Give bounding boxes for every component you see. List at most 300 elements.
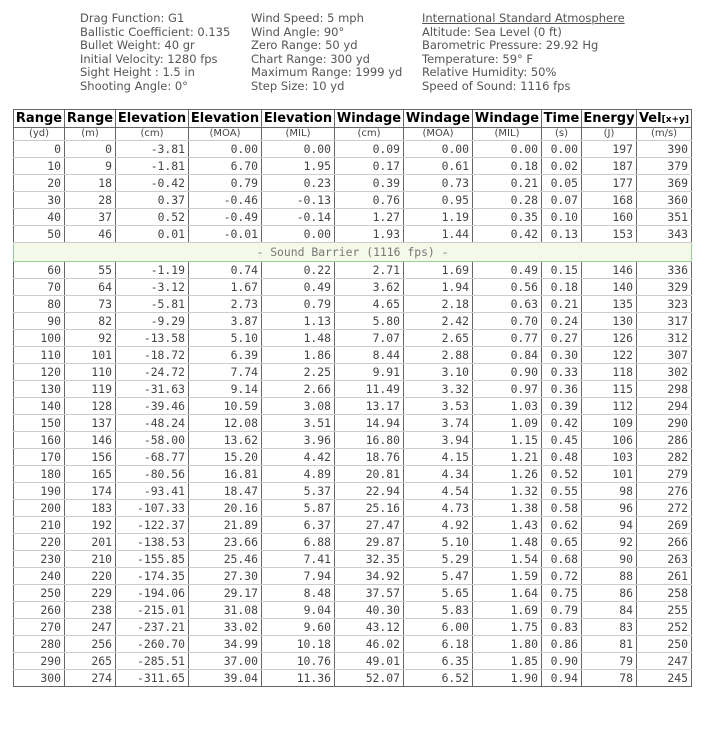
- table-cell: 0.22: [262, 262, 335, 279]
- table-cell: 70: [14, 279, 65, 296]
- table-cell: 18.76: [335, 449, 404, 466]
- table-row: [14, 347, 692, 364]
- table-row: [14, 534, 692, 551]
- table-cell: -0.01: [189, 226, 262, 243]
- table-cell: 78: [582, 670, 637, 687]
- table-cell: 0.13: [542, 226, 582, 243]
- table-cell: 0.15: [542, 262, 582, 279]
- table-cell: 28: [65, 192, 116, 209]
- table-cell: 0.72: [542, 568, 582, 585]
- table-cell: -138.53: [116, 534, 189, 551]
- table-cell: 0.28: [473, 192, 542, 209]
- table-cell: 1.09: [473, 415, 542, 432]
- table-cell: 0.18: [473, 158, 542, 175]
- table-cell: 20.81: [335, 466, 404, 483]
- table-row: [14, 432, 692, 449]
- table-cell: 329: [637, 279, 692, 296]
- table-cell: 49.01: [335, 653, 404, 670]
- table-cell: 0.00: [262, 141, 335, 158]
- column-unit: (MIL): [473, 128, 542, 141]
- table-row: [14, 551, 692, 568]
- table-cell: 0.02: [542, 158, 582, 175]
- table-cell: 2.73: [189, 296, 262, 313]
- table-cell: 165: [65, 466, 116, 483]
- table-cell: 90: [582, 551, 637, 568]
- table-cell: 2.42: [404, 313, 473, 330]
- table-cell: 4.15: [404, 449, 473, 466]
- table-row: [14, 500, 692, 517]
- table-cell: 261: [637, 568, 692, 585]
- table-cell: 23.66: [189, 534, 262, 551]
- table-row: [14, 517, 692, 534]
- table-cell: 0.79: [542, 602, 582, 619]
- table-cell: 0.42: [473, 226, 542, 243]
- table-cell: 0: [14, 141, 65, 158]
- table-cell: 37.00: [189, 653, 262, 670]
- table-cell: 1.48: [473, 534, 542, 551]
- table-cell: 29.87: [335, 534, 404, 551]
- table-cell: 0.00: [473, 141, 542, 158]
- table-cell: 2.88: [404, 347, 473, 364]
- table-cell: 1.69: [473, 602, 542, 619]
- table-cell: 192: [65, 517, 116, 534]
- table-cell: 250: [14, 585, 65, 602]
- table-cell: 84: [582, 602, 637, 619]
- table-cell: 0.62: [542, 517, 582, 534]
- table-cell: 160: [582, 209, 637, 226]
- table-cell: 4.42: [262, 449, 335, 466]
- table-cell: 7.41: [262, 551, 335, 568]
- table-cell: 0.30: [542, 347, 582, 364]
- table-cell: 18.47: [189, 483, 262, 500]
- table-cell: 4.73: [404, 500, 473, 517]
- table-cell: 255: [637, 602, 692, 619]
- table-cell: 1.64: [473, 585, 542, 602]
- table-cell: 229: [65, 585, 116, 602]
- table-cell: 0.45: [542, 432, 582, 449]
- table-cell: 160: [14, 432, 65, 449]
- table-cell: 135: [582, 296, 637, 313]
- table-cell: 60: [14, 262, 65, 279]
- parameter-line: Maximum Range: 1999 yd: [251, 65, 403, 80]
- table-cell: 15.20: [189, 449, 262, 466]
- table-cell: -5.81: [116, 296, 189, 313]
- table-cell: 122: [582, 347, 637, 364]
- table-cell: -39.46: [116, 398, 189, 415]
- parameter-line: Chart Range: 300 yd: [251, 51, 370, 66]
- table-cell: 146: [582, 262, 637, 279]
- table-cell: 9: [65, 158, 116, 175]
- table-cell: 140: [14, 398, 65, 415]
- column-header: Windage: [404, 110, 473, 128]
- table-cell: 1.43: [473, 517, 542, 534]
- table-cell: 5.80: [335, 313, 404, 330]
- table-cell: 1.93: [335, 226, 404, 243]
- table-cell: 39.04: [189, 670, 262, 687]
- table-row: [14, 209, 692, 226]
- table-cell: 31.08: [189, 602, 262, 619]
- table-cell: 0.39: [542, 398, 582, 415]
- table-cell: 0.70: [473, 313, 542, 330]
- table-cell: 210: [14, 517, 65, 534]
- table-cell: 0.90: [473, 364, 542, 381]
- table-cell: 4.54: [404, 483, 473, 500]
- table-cell: 6.39: [189, 347, 262, 364]
- table-row: [14, 381, 692, 398]
- table-cell: 100: [14, 330, 65, 347]
- table-cell: 112: [582, 398, 637, 415]
- column-header: Range: [65, 110, 116, 128]
- table-cell: 0.52: [116, 209, 189, 226]
- table-cell: 369: [637, 175, 692, 192]
- table-cell: 280: [14, 636, 65, 653]
- table-cell: 55: [65, 262, 116, 279]
- table-cell: 9.91: [335, 364, 404, 381]
- table-cell: 0.37: [116, 192, 189, 209]
- table-cell: 11.36: [262, 670, 335, 687]
- table-cell: -18.72: [116, 347, 189, 364]
- table-cell: 1.27: [335, 209, 404, 226]
- table-cell: 0.65: [542, 534, 582, 551]
- table-cell: -155.85: [116, 551, 189, 568]
- table-cell: 14.94: [335, 415, 404, 432]
- table-cell: -1.19: [116, 262, 189, 279]
- table-cell: 0.36: [542, 381, 582, 398]
- table-cell: 110: [65, 364, 116, 381]
- table-cell: -0.13: [262, 192, 335, 209]
- table-row: [14, 449, 692, 466]
- parameter-line: Ballistic Coefficient: 0.135: [80, 24, 231, 39]
- table-cell: 260: [14, 602, 65, 619]
- table-cell: 6.18: [404, 636, 473, 653]
- table-cell: -0.46: [189, 192, 262, 209]
- table-cell: 6.88: [262, 534, 335, 551]
- table-cell: 0.10: [542, 209, 582, 226]
- table-cell: 29.17: [189, 585, 262, 602]
- table-cell: 272: [637, 500, 692, 517]
- table-cell: 25.16: [335, 500, 404, 517]
- parameters-column-projectile: [80, 12, 230, 94]
- table-cell: 4.89: [262, 466, 335, 483]
- parameter-line: Wind Speed: 5 mph: [251, 11, 364, 25]
- table-cell: 312: [637, 330, 692, 347]
- atmosphere-header: International Standard Atmosphere: [422, 11, 625, 25]
- table-cell: 10.76: [262, 653, 335, 670]
- column-unit: (cm): [335, 128, 404, 141]
- table-cell: 64: [65, 279, 116, 296]
- table-cell: -80.56: [116, 466, 189, 483]
- table-cell: 174: [65, 483, 116, 500]
- table-cell: 130: [582, 313, 637, 330]
- parameter-line: Drag Function: G1: [80, 11, 185, 25]
- table-cell: 0.73: [404, 175, 473, 192]
- table-row: [14, 279, 692, 296]
- ballistics-table: [13, 109, 692, 687]
- table-cell: 0.55: [542, 483, 582, 500]
- table-row: [14, 262, 692, 279]
- table-cell: 298: [637, 381, 692, 398]
- table-cell: 390: [637, 141, 692, 158]
- table-cell: 1.90: [473, 670, 542, 687]
- table-cell: 3.08: [262, 398, 335, 415]
- parameter-line: Wind Angle: 90°: [251, 24, 345, 39]
- table-cell: 83: [582, 619, 637, 636]
- table-cell: 323: [637, 296, 692, 313]
- table-cell: 265: [65, 653, 116, 670]
- table-cell: 156: [65, 449, 116, 466]
- table-cell: 252: [637, 619, 692, 636]
- table-cell: 10.18: [262, 636, 335, 653]
- table-cell: 32.35: [335, 551, 404, 568]
- table-row: [14, 670, 692, 687]
- table-cell: -24.72: [116, 364, 189, 381]
- table-cell: 1.80: [473, 636, 542, 653]
- table-cell: 1.67: [189, 279, 262, 296]
- table-cell: -311.65: [116, 670, 189, 687]
- table-cell: 0.68: [542, 551, 582, 568]
- table-cell: 1.85: [473, 653, 542, 670]
- table-cell: 79: [582, 653, 637, 670]
- table-cell: 101: [65, 347, 116, 364]
- parameters-panel: [0, 12, 704, 96]
- table-cell: 286: [637, 432, 692, 449]
- table-row: [14, 330, 692, 347]
- table-cell: 0.35: [473, 209, 542, 226]
- table-cell: 34.92: [335, 568, 404, 585]
- table-cell: 3.96: [262, 432, 335, 449]
- parameter-line: Speed of Sound: 1116 fps: [422, 78, 571, 93]
- table-cell: 0.33: [542, 364, 582, 381]
- column-header: Elevation: [116, 110, 189, 128]
- table-cell: 0.97: [473, 381, 542, 398]
- table-cell: 0.39: [335, 175, 404, 192]
- table-cell: 0.48: [542, 449, 582, 466]
- table-row: [14, 568, 692, 585]
- parameter-line: Sight Height : 1.5 in: [80, 65, 195, 80]
- table-cell: 183: [65, 500, 116, 517]
- sound-barrier-row: [14, 243, 692, 262]
- table-cell: 274: [65, 670, 116, 687]
- table-cell: 187: [582, 158, 637, 175]
- table-cell: 256: [65, 636, 116, 653]
- column-header: Range: [14, 110, 65, 128]
- table-cell: -107.33: [116, 500, 189, 517]
- table-row: [14, 585, 692, 602]
- table-cell: 245: [637, 670, 692, 687]
- table-cell: 0.79: [262, 296, 335, 313]
- table-cell: 12.08: [189, 415, 262, 432]
- table-cell: 0.05: [542, 175, 582, 192]
- table-cell: -215.01: [116, 602, 189, 619]
- table-cell: 1.86: [262, 347, 335, 364]
- table-cell: 92: [65, 330, 116, 347]
- table-cell: 190: [14, 483, 65, 500]
- column-header: Windage: [473, 110, 542, 128]
- table-cell: 0.00: [404, 141, 473, 158]
- table-cell: 0.74: [189, 262, 262, 279]
- table-cell: 90: [14, 313, 65, 330]
- table-cell: 22.94: [335, 483, 404, 500]
- table-cell: 1.75: [473, 619, 542, 636]
- parameter-line: Barometric Pressure: 29.92 Hg: [422, 38, 599, 53]
- sound-barrier-label: - Sound Barrier (1116 fps) -: [14, 243, 692, 262]
- table-cell: 40.30: [335, 602, 404, 619]
- table-cell: 220: [14, 534, 65, 551]
- table-cell: 0.76: [335, 192, 404, 209]
- table-cell: -237.21: [116, 619, 189, 636]
- table-cell: 0.95: [404, 192, 473, 209]
- table-cell: 250: [637, 636, 692, 653]
- table-cell: 80: [14, 296, 65, 313]
- table-cell: 1.38: [473, 500, 542, 517]
- table-cell: 7.74: [189, 364, 262, 381]
- table-cell: 0.56: [473, 279, 542, 296]
- table-cell: -122.37: [116, 517, 189, 534]
- table-cell: 270: [14, 619, 65, 636]
- table-cell: 34.99: [189, 636, 262, 653]
- table-cell: 9.04: [262, 602, 335, 619]
- table-cell: 3.62: [335, 279, 404, 296]
- table-cell: 294: [637, 398, 692, 415]
- table-cell: 146: [65, 432, 116, 449]
- table-cell: -68.77: [116, 449, 189, 466]
- table-cell: 40: [14, 209, 65, 226]
- table-cell: 1.48: [262, 330, 335, 347]
- table-cell: 1.15: [473, 432, 542, 449]
- table-cell: 1.69: [404, 262, 473, 279]
- table-cell: 3.94: [404, 432, 473, 449]
- table-row: [14, 158, 692, 175]
- table-cell: 0.01: [116, 226, 189, 243]
- table-cell: 5.10: [189, 330, 262, 347]
- table-cell: 3.51: [262, 415, 335, 432]
- table-cell: 25.46: [189, 551, 262, 568]
- table-cell: 0: [65, 141, 116, 158]
- table-cell: 86: [582, 585, 637, 602]
- table-cell: 140: [582, 279, 637, 296]
- table-cell: 0.79: [189, 175, 262, 192]
- table-row: [14, 398, 692, 415]
- column-header: Energy: [583, 111, 635, 126]
- table-cell: 0.23: [262, 175, 335, 192]
- table-row: [14, 415, 692, 432]
- table-cell: 7.07: [335, 330, 404, 347]
- table-row: [14, 141, 692, 158]
- table-cell: 137: [65, 415, 116, 432]
- table-cell: 7.94: [262, 568, 335, 585]
- table-cell: 343: [637, 226, 692, 243]
- table-cell: 20: [14, 175, 65, 192]
- table-cell: 1.94: [404, 279, 473, 296]
- table-cell: 8.48: [262, 585, 335, 602]
- table-cell: 27.30: [189, 568, 262, 585]
- table-header-row: [14, 110, 692, 128]
- table-cell: 258: [637, 585, 692, 602]
- table-cell: 52.07: [335, 670, 404, 687]
- table-cell: 379: [637, 158, 692, 175]
- table-cell: 126: [582, 330, 637, 347]
- parameter-line: Altitude: Sea Level (0 ft): [422, 24, 562, 39]
- table-cell: 210: [65, 551, 116, 568]
- table-cell: 81: [582, 636, 637, 653]
- table-cell: 46: [65, 226, 116, 243]
- table-cell: 1.44: [404, 226, 473, 243]
- table-cell: 240: [14, 568, 65, 585]
- table-cell: 18: [65, 175, 116, 192]
- table-cell: 1.32: [473, 483, 542, 500]
- table-cell: 153: [582, 226, 637, 243]
- table-row: [14, 466, 692, 483]
- table-row: [14, 483, 692, 500]
- table-cell: 115: [582, 381, 637, 398]
- table-cell: 0.90: [542, 653, 582, 670]
- table-cell: 1.03: [473, 398, 542, 415]
- table-cell: 0.75: [542, 585, 582, 602]
- table-cell: 10: [14, 158, 65, 175]
- table-cell: 351: [637, 209, 692, 226]
- table-cell: 0.18: [542, 279, 582, 296]
- table-cell: 0.63: [473, 296, 542, 313]
- table-cell: 109: [582, 415, 637, 432]
- parameter-line: Shooting Angle: 0°: [80, 78, 188, 93]
- column-header: Vel[x+y]: [637, 110, 692, 128]
- table-cell: 110: [14, 347, 65, 364]
- column-header: Time: [542, 110, 582, 128]
- table-cell: 307: [637, 347, 692, 364]
- table-cell: 27.47: [335, 517, 404, 534]
- table-cell: 0.21: [542, 296, 582, 313]
- table-cell: 290: [14, 653, 65, 670]
- table-cell: 13.62: [189, 432, 262, 449]
- column-unit: (m): [65, 128, 116, 141]
- table-cell: 33.02: [189, 619, 262, 636]
- table-cell: 5.37: [262, 483, 335, 500]
- table-row: [14, 192, 692, 209]
- table-cell: -174.35: [116, 568, 189, 585]
- table-row: [14, 653, 692, 670]
- table-cell: 101: [582, 466, 637, 483]
- table-cell: -1.81: [116, 158, 189, 175]
- table-cell: 2.71: [335, 262, 404, 279]
- table-row: [14, 636, 692, 653]
- table-cell: 0.77: [473, 330, 542, 347]
- table-cell: -0.14: [262, 209, 335, 226]
- table-cell: 118: [582, 364, 637, 381]
- table-cell: 43.12: [335, 619, 404, 636]
- table-cell: 302: [637, 364, 692, 381]
- table-cell: 9.14: [189, 381, 262, 398]
- table-cell: 336: [637, 262, 692, 279]
- table-cell: 0.84: [473, 347, 542, 364]
- table-cell: 180: [14, 466, 65, 483]
- table-cell: 150: [14, 415, 65, 432]
- parameter-line: Initial Velocity: 1280 fps: [80, 51, 218, 66]
- table-cell: 317: [637, 313, 692, 330]
- table-cell: 1.95: [262, 158, 335, 175]
- table-cell: 103: [582, 449, 637, 466]
- table-row: [14, 175, 692, 192]
- table-row: [14, 226, 692, 243]
- table-cell: 92: [582, 534, 637, 551]
- parameter-line: Step Size: 10 yd: [251, 78, 345, 93]
- table-row: [14, 313, 692, 330]
- table-cell: 2.65: [404, 330, 473, 347]
- column-unit: (m/s): [637, 128, 692, 141]
- table-cell: 0.21: [473, 175, 542, 192]
- table-cell: -194.06: [116, 585, 189, 602]
- table-cell: -31.63: [116, 381, 189, 398]
- table-cell: 3.87: [189, 313, 262, 330]
